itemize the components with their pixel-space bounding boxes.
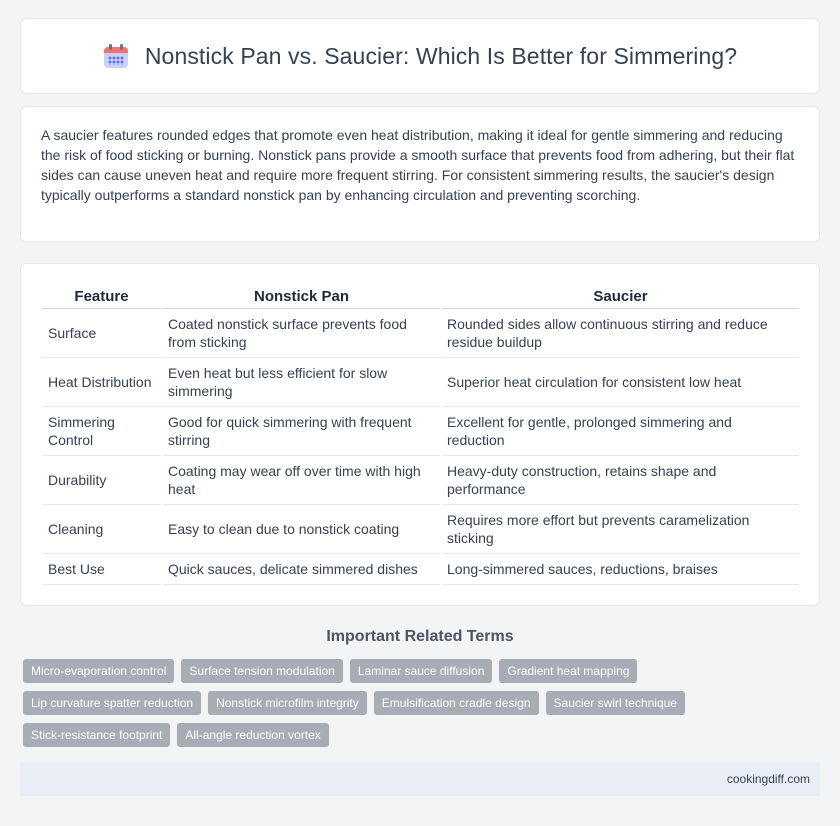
- saucier-cell: Requires more effort but prevents caramelization sticking: [441, 504, 799, 553]
- site-credit[interactable]: cookingdiff.com: [726, 772, 810, 786]
- feature-cell: Heat Distribution: [42, 357, 162, 406]
- comparison-table: [42, 284, 799, 585]
- related-term-tag[interactable]: All-angle reduction vortex: [177, 723, 328, 747]
- feature-cell: Surface: [42, 308, 162, 357]
- nonstick-cell: Good for quick simmering with frequent stirring: [162, 406, 441, 455]
- calendar-icon: [103, 43, 129, 69]
- related-term-tag[interactable]: Saucier swirl technique: [546, 691, 685, 715]
- feature-cell: Simmering Control: [42, 406, 162, 455]
- related-term-tag[interactable]: Emulsification cradle design: [374, 691, 539, 715]
- table-row: [42, 504, 799, 553]
- table-row: [42, 553, 799, 584]
- related-term-tag[interactable]: Stick-resistance footprint: [23, 723, 170, 747]
- related-term-tag[interactable]: Lip curvature spatter reduction: [23, 691, 201, 715]
- table-header-row: [42, 284, 799, 308]
- nonstick-cell: Coating may wear off over time with high heat: [162, 455, 441, 504]
- column-header-nonstick-pan: Nonstick Pan: [162, 284, 441, 308]
- footer: [20, 762, 820, 796]
- related-term-tag[interactable]: Nonstick microfilm integrity: [208, 691, 367, 715]
- page-title: Nonstick Pan vs. Saucier: Which Is Better for Simmering?: [144, 42, 738, 69]
- feature-cell: Best Use: [42, 553, 162, 584]
- saucier-cell: Heavy-duty construction, retains shape and performance: [441, 455, 799, 504]
- saucier-cell: Long-simmered sauces, reductions, braises: [441, 553, 799, 584]
- table-row: [42, 308, 799, 357]
- column-header-feature: Feature: [42, 284, 162, 308]
- related-term-tag[interactable]: Gradient heat mapping: [499, 659, 637, 683]
- column-header-saucier: Saucier: [441, 284, 799, 308]
- related-term-tag[interactable]: Surface tension modulation: [181, 659, 342, 683]
- title-wrap: [103, 43, 737, 70]
- saucier-cell: Superior heat circulation for consistent low heat: [441, 357, 799, 406]
- related-term-tag[interactable]: Micro-evaporation control: [23, 659, 174, 683]
- saucier-cell: Excellent for gentle, prolonged simmering and reduction: [441, 406, 799, 455]
- nonstick-cell: Coated nonstick surface prevents food from sticking: [162, 308, 441, 357]
- table-row: [42, 455, 799, 504]
- related-terms-title: Important Related Terms: [326, 628, 514, 645]
- intro-card: [20, 106, 820, 242]
- header-card: [20, 18, 820, 94]
- nonstick-cell: Even heat but less efficient for slow simmering: [162, 357, 441, 406]
- nonstick-cell: Easy to clean due to nonstick coating: [162, 504, 441, 553]
- table-row: [42, 357, 799, 406]
- intro-paragraph: A saucier features rounded edges that promote even heat distribution, making it ideal for gentle simmering and reducing the risk of food sticking or burning. Nonstick pans provide a smooth surface that prevents food from adhering, but their flat sides can cause uneven heat and require more frequent stirring. For consistent simmering results, the saucier's design typically outperforms a standard nonstick pan by enhancing circulation and preventing scorching.: [41, 127, 795, 203]
- feature-cell: Durability: [42, 455, 162, 504]
- related-term-tag[interactable]: Laminar sauce diffusion: [350, 659, 493, 683]
- saucier-cell: Rounded sides allow continuous stirring and reduce residue buildup: [441, 308, 799, 357]
- comparison-card: [20, 263, 820, 606]
- nonstick-cell: Quick sauces, delicate simmered dishes: [162, 553, 441, 584]
- related-terms-list: [23, 659, 723, 755]
- feature-cell: Cleaning: [42, 504, 162, 553]
- table-row: [42, 406, 799, 455]
